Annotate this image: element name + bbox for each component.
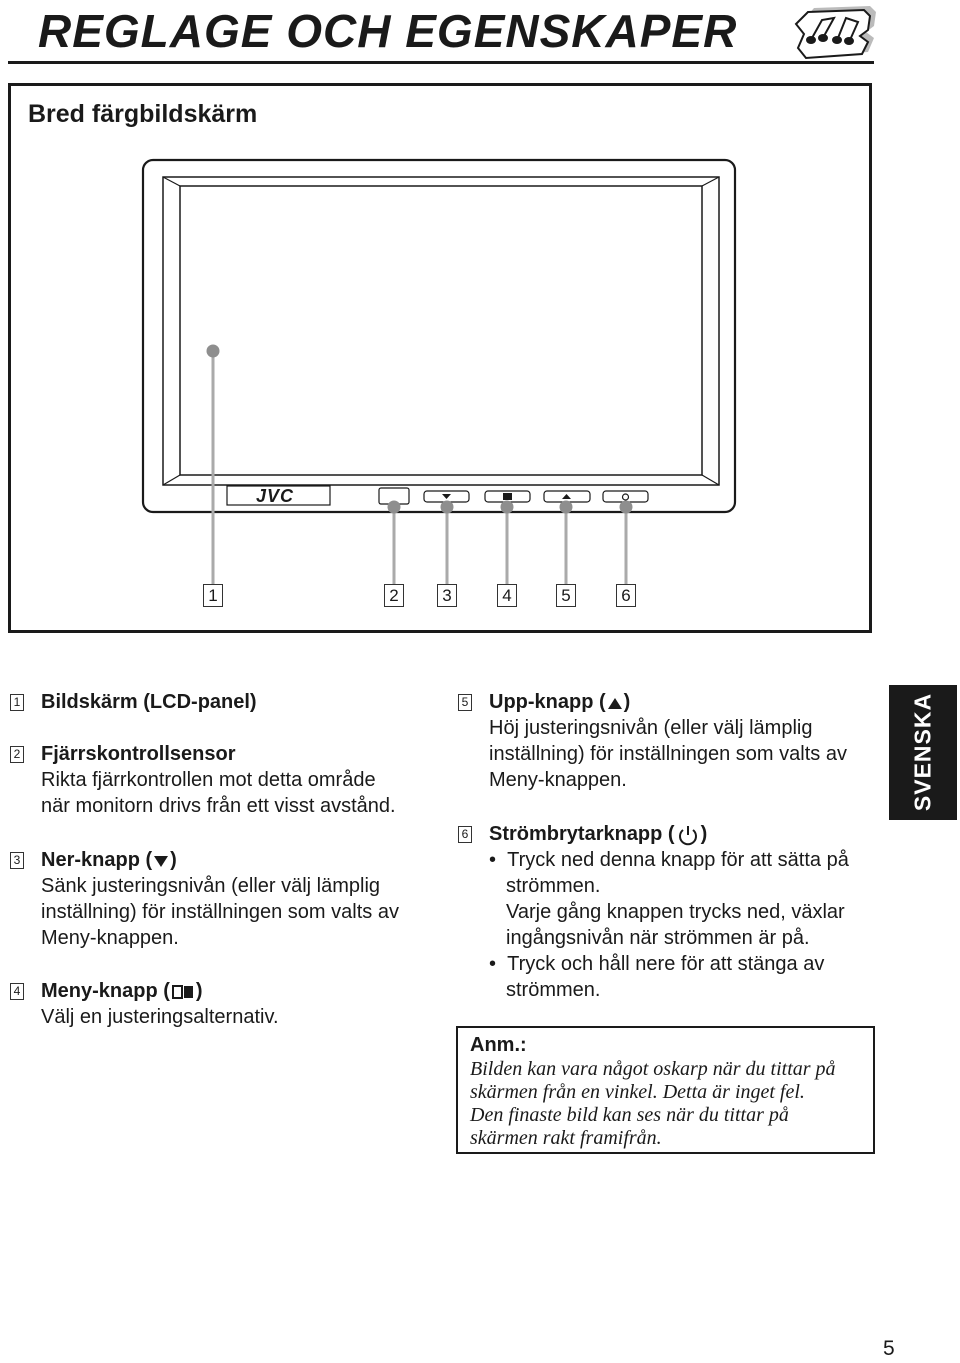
language-tab xyxy=(889,685,957,820)
item-text: Sänk justeringsnivån (eller välj lämplig xyxy=(41,875,381,897)
bullet-continuation: ingångsnivån när strömmen är på. xyxy=(506,927,810,949)
jvc-logo: JVC xyxy=(256,486,295,506)
item-number: 3 xyxy=(10,852,24,869)
item-power-button xyxy=(489,821,849,1003)
note-text: Bilden kan vara något oskarp när du tittar på skärmen från en vinkel. Detta är inget fel. Den finaste bild kan ses när du tittar på skärmen rakt framifrån. xyxy=(470,1058,836,1149)
note-title: Anm.: xyxy=(470,1034,527,1056)
monitor-illustration xyxy=(0,0,960,640)
item-number: 6 xyxy=(458,826,472,843)
menu-book-icon xyxy=(170,983,196,1001)
item-down-button xyxy=(41,847,399,951)
callout-6: 6 xyxy=(616,584,636,607)
item-text: inställning) för inställningen som valts av xyxy=(489,743,847,765)
power-icon xyxy=(675,824,701,846)
page-number: 5 xyxy=(883,1337,895,1360)
lcd-screen xyxy=(180,186,702,475)
note-box xyxy=(456,1026,875,1154)
item-text: Höj justeringsnivån (eller välj lämplig xyxy=(489,717,813,739)
item-number: 1 xyxy=(10,694,24,711)
callout-4: 4 xyxy=(497,584,517,607)
item-text: när monitorn drivs från ett visst avstånd. xyxy=(41,795,396,817)
item-text: inställning) för inställningen som valts av xyxy=(41,901,399,923)
item-number: 5 xyxy=(458,694,472,711)
callout-3: 3 xyxy=(437,584,457,607)
bullet-continuation: strömmen. xyxy=(506,979,601,1001)
item-lcd-panel xyxy=(41,689,257,715)
item-text: Rikta fjärrkontrollen mot detta område xyxy=(41,769,376,791)
item-remote-sensor xyxy=(41,741,396,819)
item-title: Fjärrskontrollsensor xyxy=(41,743,236,765)
bullet-item: • Tryck och håll nere för att stänga av xyxy=(489,953,825,975)
item-up-button xyxy=(489,689,847,793)
language-tab-label: SVENSKA xyxy=(909,692,936,812)
item-title: Strömbrytarknapp ( ) xyxy=(489,823,708,845)
bullet-continuation: Varje gång knappen trycks ned, växlar xyxy=(506,901,845,923)
item-menu-button xyxy=(41,978,279,1030)
callout-1: 1 xyxy=(203,584,223,607)
figure-heading: Bred färgbildskärm xyxy=(28,100,258,128)
callout-5: 5 xyxy=(556,584,576,607)
item-text: Meny-knappen. xyxy=(41,927,179,949)
bullet-continuation: strömmen. xyxy=(506,875,601,897)
bullet-item: • Tryck ned denna knapp för att sätta på xyxy=(489,849,849,871)
item-title: Meny-knapp ( ) xyxy=(41,980,203,1002)
item-number: 2 xyxy=(10,746,24,763)
item-title: Ner-knapp ( ) xyxy=(41,849,177,871)
menu-book-icon xyxy=(503,493,512,500)
down-triangle-icon xyxy=(152,853,170,869)
item-title: Upp-knapp ( ) xyxy=(489,691,631,713)
callout-2: 2 xyxy=(384,584,404,607)
page-title: REGLAGE OCH EGENSKAPER xyxy=(38,5,738,57)
item-text: Välj en justeringsalternativ. xyxy=(41,1006,279,1028)
up-triangle-icon xyxy=(606,695,624,711)
item-text: Meny-knappen. xyxy=(489,769,627,791)
item-number: 4 xyxy=(10,983,24,1000)
item-title: Bildskärm (LCD-panel) xyxy=(41,691,257,713)
